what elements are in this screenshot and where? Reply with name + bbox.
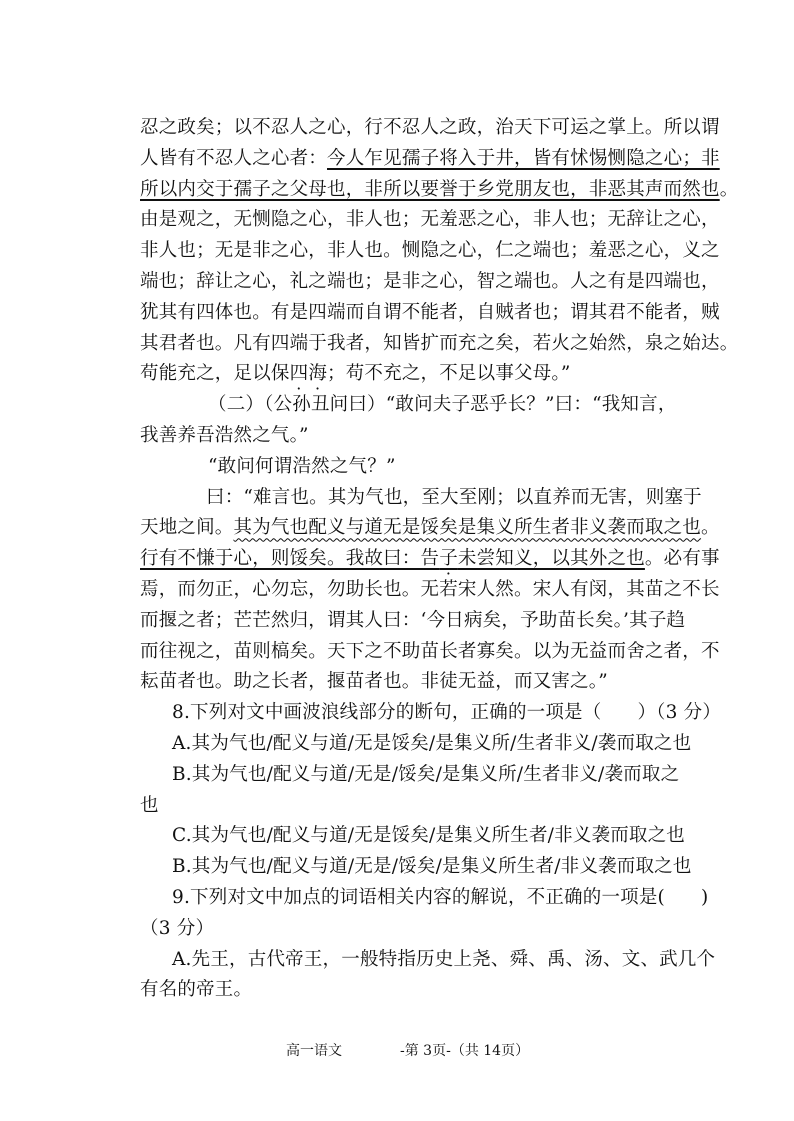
solid-underline-segment: 行有不慊于心，则馁矣。我故曰：告 bbox=[140, 548, 440, 570]
solid-underline-segment: 今人乍见孺子将入于井，皆有怵惕恻隐之心；非 bbox=[327, 147, 720, 169]
question-9-score: （3 分） bbox=[140, 917, 215, 939]
passage2-line-5: 天地之间。其为气也配义与道无是馁矣是集义所生者非义袭而取之也。 bbox=[140, 517, 720, 539]
passage1-line-9: 苟能充之，足以保四海；苟不充之，不足以事父母。” bbox=[140, 363, 571, 385]
emphasis-dot-char: 海 bbox=[308, 363, 328, 385]
question-9-stem: 9.下列对文中加点的词语相关内容的解说，不正确的一项是( ) bbox=[172, 887, 709, 908]
solid-underline-segment: 未尝知义，以其外之也 bbox=[457, 548, 645, 570]
passage1-line-8: 其君者也。凡有四端于我者，知皆扩而充之矣，若火之始然，泉之始达。 bbox=[140, 332, 739, 354]
question-8-stem: 8.下列对文中画波浪线部分的断句，正确的一项是（ ）（3 分） bbox=[172, 702, 722, 724]
solid-underline-segment: 所以内交于孺子之父母也，非所以要誉于乡党朋友也，非恶其声而然也 bbox=[140, 178, 720, 200]
passage2-line-8: 而揠之者；芒芒然归，谓其人曰：‘今日病矣，予助苗长矣。’其子趋 bbox=[140, 609, 686, 631]
passage1-line-5: 非人也；无是非之心，非人也。恻隐之心，仁之端也；羞恶之心，义之 bbox=[140, 240, 720, 262]
passage2-line-3: “敢问何谓浩然之气？” bbox=[208, 455, 396, 477]
passage2-line-2: 我善养吾浩然之气。” bbox=[140, 425, 309, 446]
wavy-underline-segment: 其为气也配义与道无是馁矣是集义所生者非义袭而取之也 bbox=[233, 517, 702, 539]
question-9-option-a-cont: 有名的帝王。 bbox=[140, 979, 253, 1001]
passage1-line-7: 犹其有四体也。有是四端而自谓不能者，自贼者也；谓其君不能者，贼 bbox=[140, 301, 720, 323]
passage2-line-4: 曰：“难言也。其为气也，至大至刚；以直养而无害，则塞于 bbox=[206, 486, 702, 508]
passage1-line-3: 所以内交于孺子之父母也，非所以要誉于乡党朋友也，非恶其声而然也。 bbox=[140, 178, 739, 200]
passage1-line-4: 由是观之，无恻隐之心，非人也；无羞恶之心，非人也；无辞让之心， bbox=[140, 209, 720, 231]
question-9-option-a: A.先王，古代帝王，一般特指历史上尧、舜、禹、汤、文、武几个 bbox=[172, 948, 716, 970]
emphasis-dot-char: 四 bbox=[289, 363, 309, 385]
passage2-line-1: （二）（公孙丑问曰）“敢问夫子恶乎长？”曰：“我知言， bbox=[208, 394, 677, 416]
passage1-line-2: 人皆有不忍人之心者：今人乍见孺子将入于井，皆有怵惕恻隐之心；非 bbox=[140, 147, 720, 169]
question-8-option-b-cont: 也 bbox=[140, 794, 159, 816]
question-8-option-a: A.其为气也/配义与道/无是馁矣/是集义所/生者非义/袭而取之也 bbox=[172, 733, 692, 754]
passage2-line-7: 焉，而勿正，心勿忘，勿助长也。无若宋人然。宋人有闵，其苗之不长 bbox=[140, 579, 720, 600]
passage2-line-9: 而往视之，苗则槁矣。天下之不助苗长者寡矣。以为无益而舍之者，不 bbox=[140, 640, 720, 662]
footer-page-number: -第 3页-（共 14页） bbox=[400, 1043, 530, 1059]
passage1-line-6: 端也；辞让之心，礼之端也；是非之心，智之端也。人之有是四端也， bbox=[140, 271, 720, 292]
passage2-line-6: 行有不慊于心，则馁矣。我故曰：告子未尝知义，以其外之也。必有事 bbox=[140, 548, 720, 570]
passage2-line-10: 耘苗者也。助之长者，揠苗者也。非徒无益，而又害之。” bbox=[140, 671, 608, 693]
question-8-option-d: B.其为气也/配义与道/无是/馁矣/是集义所生者/非义袭而取之也 bbox=[172, 856, 692, 878]
emphasis-dot-char: 子 bbox=[439, 548, 458, 570]
passage1-line-1: 忍之政矣；以不忍人之心，行不忍人之政，治天下可运之掌上。所以谓 bbox=[140, 117, 720, 138]
question-8-option-b: B.其为气也/配义与道/无是/馁矣/是集义所/生者非义/袭而取之 bbox=[172, 763, 680, 785]
question-8-option-c: C.其为气也/配义与道/无是馁矣/是集义所生者/非义袭而取之也 bbox=[172, 825, 686, 847]
footer-subject: 高一语文 bbox=[286, 1043, 342, 1059]
